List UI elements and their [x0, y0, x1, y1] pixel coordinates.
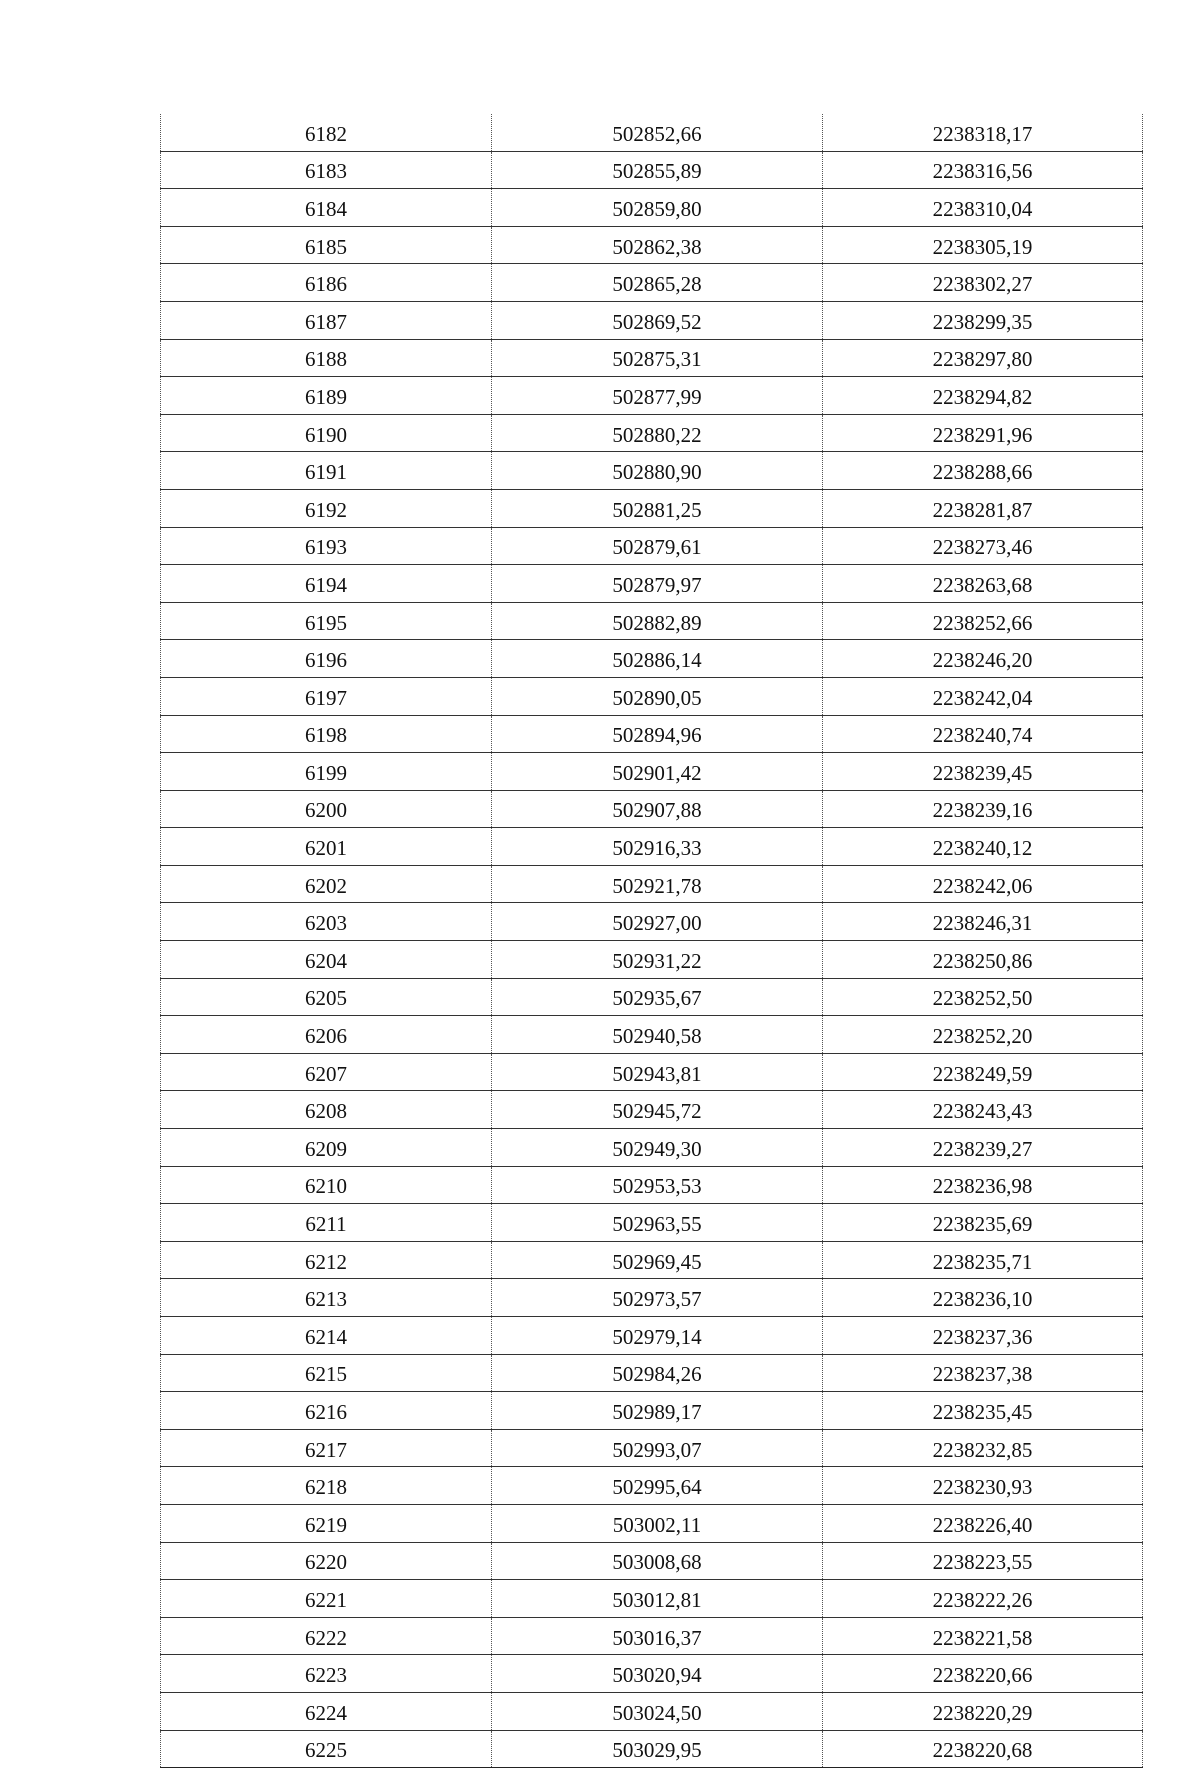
point-number-cell: 6202 [161, 865, 492, 903]
x-coordinate-cell: 502940,58 [492, 1016, 823, 1054]
point-number-cell: 6207 [161, 1053, 492, 1091]
point-number-cell: 6219 [161, 1504, 492, 1542]
point-number-cell: 6196 [161, 640, 492, 678]
point-number-cell: 6186 [161, 264, 492, 302]
table-row [161, 640, 1143, 678]
point-number-cell: 6218 [161, 1467, 492, 1505]
y-coordinate-cell: 2238236,98 [823, 1166, 1143, 1204]
y-coordinate-cell: 2238222,26 [823, 1580, 1143, 1618]
x-coordinate-cell: 502989,17 [492, 1392, 823, 1430]
y-coordinate-cell: 2238220,66 [823, 1655, 1143, 1693]
y-coordinate-cell: 2238291,96 [823, 414, 1143, 452]
x-coordinate-cell: 502969,45 [492, 1241, 823, 1279]
table-row [161, 828, 1143, 866]
x-coordinate-cell: 502907,88 [492, 790, 823, 828]
x-coordinate-cell: 502984,26 [492, 1354, 823, 1392]
point-number-cell: 6206 [161, 1016, 492, 1054]
table-row [161, 489, 1143, 527]
point-number-cell: 6192 [161, 489, 492, 527]
y-coordinate-cell: 2238302,27 [823, 264, 1143, 302]
point-number-cell: 6210 [161, 1166, 492, 1204]
y-coordinate-cell: 2238281,87 [823, 489, 1143, 527]
x-coordinate-cell: 502953,53 [492, 1166, 823, 1204]
y-coordinate-cell: 2238316,56 [823, 151, 1143, 189]
x-coordinate-cell: 503016,37 [492, 1617, 823, 1655]
point-number-cell: 6182 [161, 114, 492, 151]
table-row [161, 903, 1143, 941]
x-coordinate-cell: 503024,50 [492, 1692, 823, 1730]
y-coordinate-cell: 2238318,17 [823, 114, 1143, 151]
y-coordinate-cell: 2238230,93 [823, 1467, 1143, 1505]
x-coordinate-cell: 502973,57 [492, 1279, 823, 1317]
y-coordinate-cell: 2238235,69 [823, 1204, 1143, 1242]
table-row [161, 414, 1143, 452]
table-row [161, 1655, 1143, 1693]
y-coordinate-cell: 2238249,59 [823, 1053, 1143, 1091]
point-number-cell: 6193 [161, 527, 492, 565]
y-coordinate-cell: 2238305,19 [823, 226, 1143, 264]
table-row [161, 1429, 1143, 1467]
table-row [161, 1129, 1143, 1167]
point-number-cell: 6201 [161, 828, 492, 866]
x-coordinate-cell: 502859,80 [492, 189, 823, 227]
table-row [161, 602, 1143, 640]
y-coordinate-cell: 2238246,20 [823, 640, 1143, 678]
y-coordinate-cell: 2238242,04 [823, 677, 1143, 715]
table-row [161, 301, 1143, 339]
table-row [161, 753, 1143, 791]
table-row [161, 1091, 1143, 1129]
x-coordinate-cell: 502886,14 [492, 640, 823, 678]
point-number-cell: 6216 [161, 1392, 492, 1430]
point-number-cell: 6189 [161, 377, 492, 415]
point-number-cell: 6203 [161, 903, 492, 941]
table-row [161, 978, 1143, 1016]
table-row [161, 527, 1143, 565]
y-coordinate-cell: 2238263,68 [823, 565, 1143, 603]
y-coordinate-cell: 2238237,38 [823, 1354, 1143, 1392]
x-coordinate-cell: 502862,38 [492, 226, 823, 264]
x-coordinate-cell: 502931,22 [492, 941, 823, 979]
y-coordinate-cell: 2238239,45 [823, 753, 1143, 791]
table-row [161, 1467, 1143, 1505]
point-number-cell: 6188 [161, 339, 492, 377]
point-number-cell: 6225 [161, 1730, 492, 1768]
point-number-cell: 6217 [161, 1429, 492, 1467]
x-coordinate-cell: 502901,42 [492, 753, 823, 791]
y-coordinate-cell: 2238226,40 [823, 1504, 1143, 1542]
table-row [161, 1580, 1143, 1618]
table-row [161, 715, 1143, 753]
table-row [161, 1241, 1143, 1279]
y-coordinate-cell: 2238223,55 [823, 1542, 1143, 1580]
y-coordinate-cell: 2238250,86 [823, 941, 1143, 979]
x-coordinate-cell: 502881,25 [492, 489, 823, 527]
table-row [161, 114, 1143, 151]
x-coordinate-cell: 502865,28 [492, 264, 823, 302]
point-number-cell: 6205 [161, 978, 492, 1016]
table-row [161, 264, 1143, 302]
table-row [161, 151, 1143, 189]
point-number-cell: 6185 [161, 226, 492, 264]
x-coordinate-cell: 502945,72 [492, 1091, 823, 1129]
x-coordinate-cell: 502995,64 [492, 1467, 823, 1505]
y-coordinate-cell: 2238237,36 [823, 1317, 1143, 1355]
table-row [161, 189, 1143, 227]
table-row [161, 1392, 1143, 1430]
table-row [161, 226, 1143, 264]
y-coordinate-cell: 2238221,58 [823, 1617, 1143, 1655]
table-row [161, 1317, 1143, 1355]
point-number-cell: 6187 [161, 301, 492, 339]
point-number-cell: 6208 [161, 1091, 492, 1129]
point-number-cell: 6199 [161, 753, 492, 791]
point-number-cell: 6198 [161, 715, 492, 753]
point-number-cell: 6214 [161, 1317, 492, 1355]
x-coordinate-cell: 503012,81 [492, 1580, 823, 1618]
y-coordinate-cell: 2238242,06 [823, 865, 1143, 903]
x-coordinate-cell: 502916,33 [492, 828, 823, 866]
x-coordinate-cell: 502880,22 [492, 414, 823, 452]
table-row [161, 377, 1143, 415]
point-number-cell: 6224 [161, 1692, 492, 1730]
y-coordinate-cell: 2238273,46 [823, 527, 1143, 565]
point-number-cell: 6194 [161, 565, 492, 603]
point-number-cell: 6212 [161, 1241, 492, 1279]
y-coordinate-cell: 2238310,04 [823, 189, 1143, 227]
x-coordinate-cell: 502855,89 [492, 151, 823, 189]
x-coordinate-cell: 502963,55 [492, 1204, 823, 1242]
table-row [161, 452, 1143, 490]
point-number-cell: 6222 [161, 1617, 492, 1655]
table-row [161, 1279, 1143, 1317]
x-coordinate-cell: 502879,61 [492, 527, 823, 565]
coordinates-table [160, 114, 1143, 1768]
x-coordinate-cell: 503008,68 [492, 1542, 823, 1580]
y-coordinate-cell: 2238239,16 [823, 790, 1143, 828]
table-row [161, 1204, 1143, 1242]
y-coordinate-cell: 2238252,66 [823, 602, 1143, 640]
point-number-cell: 6209 [161, 1129, 492, 1167]
y-coordinate-cell: 2238240,74 [823, 715, 1143, 753]
table-row [161, 1730, 1143, 1768]
x-coordinate-cell: 502869,52 [492, 301, 823, 339]
x-coordinate-cell: 502877,99 [492, 377, 823, 415]
table-row [161, 941, 1143, 979]
table-row [161, 1354, 1143, 1392]
point-number-cell: 6195 [161, 602, 492, 640]
y-coordinate-cell: 2238252,50 [823, 978, 1143, 1016]
y-coordinate-cell: 2238246,31 [823, 903, 1143, 941]
y-coordinate-cell: 2238220,29 [823, 1692, 1143, 1730]
x-coordinate-cell: 502949,30 [492, 1129, 823, 1167]
x-coordinate-cell: 502935,67 [492, 978, 823, 1016]
y-coordinate-cell: 2238294,82 [823, 377, 1143, 415]
point-number-cell: 6183 [161, 151, 492, 189]
y-coordinate-cell: 2238299,35 [823, 301, 1143, 339]
x-coordinate-cell: 502882,89 [492, 602, 823, 640]
table-row [161, 1053, 1143, 1091]
table-row [161, 865, 1143, 903]
x-coordinate-cell: 502921,78 [492, 865, 823, 903]
point-number-cell: 6191 [161, 452, 492, 490]
point-number-cell: 6213 [161, 1279, 492, 1317]
table-row [161, 565, 1143, 603]
y-coordinate-cell: 2238236,10 [823, 1279, 1143, 1317]
x-coordinate-cell: 502927,00 [492, 903, 823, 941]
x-coordinate-cell: 503020,94 [492, 1655, 823, 1693]
point-number-cell: 6200 [161, 790, 492, 828]
point-number-cell: 6184 [161, 189, 492, 227]
table-row [161, 1617, 1143, 1655]
y-coordinate-cell: 2238252,20 [823, 1016, 1143, 1054]
point-number-cell: 6221 [161, 1580, 492, 1618]
point-number-cell: 6220 [161, 1542, 492, 1580]
table-row [161, 1542, 1143, 1580]
x-coordinate-cell: 502880,90 [492, 452, 823, 490]
x-coordinate-cell: 502875,31 [492, 339, 823, 377]
x-coordinate-cell: 502879,97 [492, 565, 823, 603]
table-row [161, 677, 1143, 715]
table-row [161, 1692, 1143, 1730]
x-coordinate-cell: 502852,66 [492, 114, 823, 151]
y-coordinate-cell: 2238235,71 [823, 1241, 1143, 1279]
point-number-cell: 6197 [161, 677, 492, 715]
point-number-cell: 6204 [161, 941, 492, 979]
table-row [161, 1166, 1143, 1204]
x-coordinate-cell: 502894,96 [492, 715, 823, 753]
point-number-cell: 6211 [161, 1204, 492, 1242]
x-coordinate-cell: 502979,14 [492, 1317, 823, 1355]
y-coordinate-cell: 2238239,27 [823, 1129, 1143, 1167]
y-coordinate-cell: 2238232,85 [823, 1429, 1143, 1467]
y-coordinate-cell: 2238297,80 [823, 339, 1143, 377]
y-coordinate-cell: 2238220,68 [823, 1730, 1143, 1768]
point-number-cell: 6215 [161, 1354, 492, 1392]
coordinates-table-body [161, 114, 1143, 1768]
point-number-cell: 6190 [161, 414, 492, 452]
x-coordinate-cell: 502943,81 [492, 1053, 823, 1091]
table-row [161, 339, 1143, 377]
x-coordinate-cell: 503029,95 [492, 1730, 823, 1768]
x-coordinate-cell: 503002,11 [492, 1504, 823, 1542]
table-row [161, 1504, 1143, 1542]
y-coordinate-cell: 2238288,66 [823, 452, 1143, 490]
y-coordinate-cell: 2238235,45 [823, 1392, 1143, 1430]
y-coordinate-cell: 2238243,43 [823, 1091, 1143, 1129]
table-row [161, 1016, 1143, 1054]
y-coordinate-cell: 2238240,12 [823, 828, 1143, 866]
x-coordinate-cell: 502890,05 [492, 677, 823, 715]
point-number-cell: 6223 [161, 1655, 492, 1693]
x-coordinate-cell: 502993,07 [492, 1429, 823, 1467]
table-row [161, 790, 1143, 828]
